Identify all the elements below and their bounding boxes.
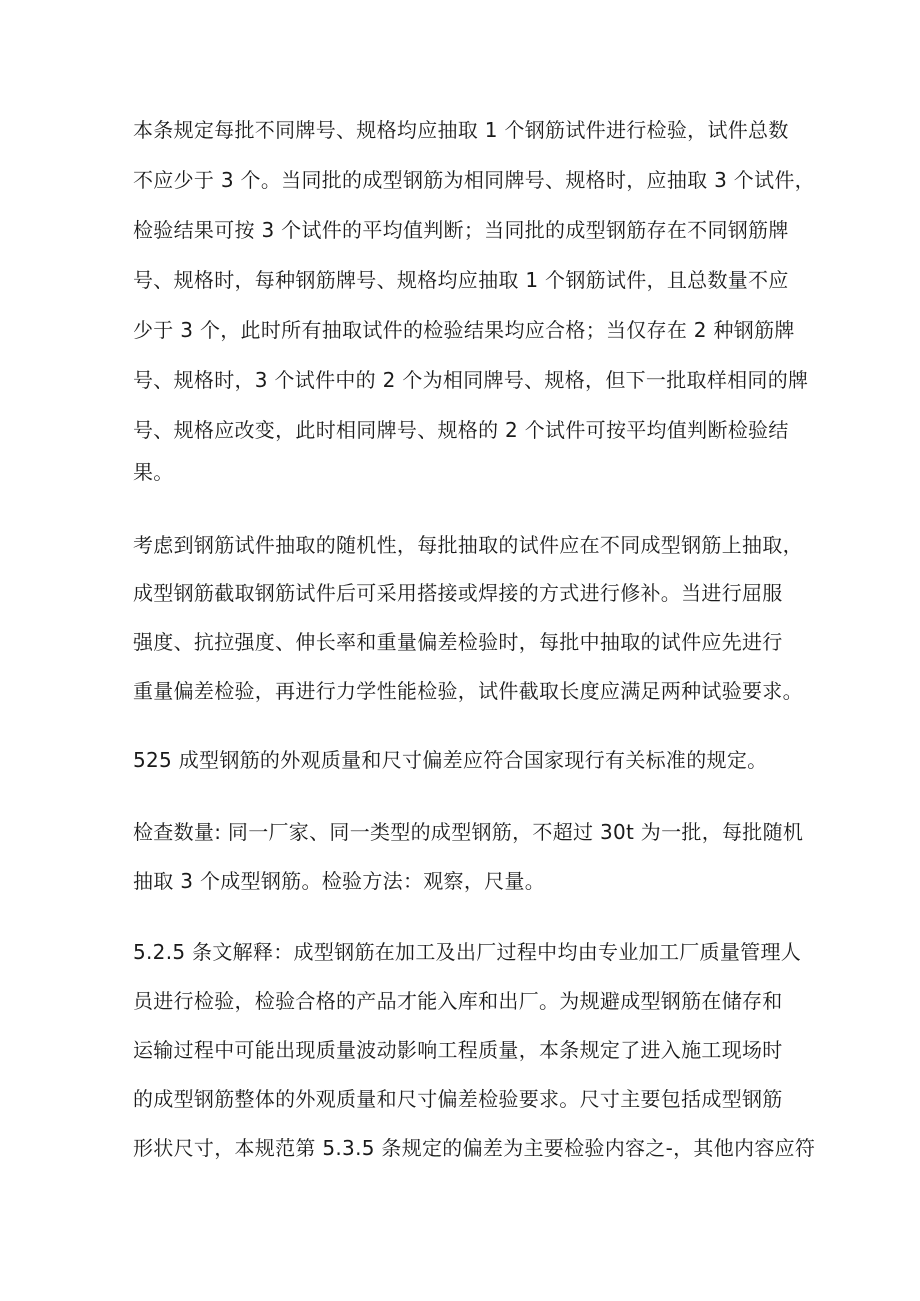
text-line: 少于 3 个，此时所有抽取试件的检验结果均应合格；当仅存在 2 种钢筋牌 [133, 318, 795, 342]
text-line: 成型钢筋截取钢筋试件后可采用搭接或焊接的方式进行修补。当进行屈服 [133, 581, 783, 605]
text-line: 检查数量: 同一厂家、同一类型的成型钢筋，不超过 30t 为一批，每批随机 [133, 820, 804, 844]
text-line: 5.2.5 条文解释：成型钢筋在加工及出厂过程中均由专业加工厂质量管理人 [133, 940, 802, 964]
text-line: 号、规格应改变，此时相同牌号、规格的 2 个试件可按平均值判断检验结 [133, 418, 789, 442]
text-line: 考虑到钢筋试件抽取的随机性，每批抽取的试件应在不同成型钢筋上抽取， [133, 533, 803, 557]
text-line: 的成型钢筋整体的外观质量和尺寸偏差检验要求。尺寸主要包括成型钢筋 [133, 1087, 783, 1111]
text-line: 号、规格时，每种钢筋牌号、规格均应抽取 1 个钢筋试件，且总数量不应 [133, 268, 789, 292]
text-line: 员进行检验，检验合格的产品才能入库和出厂。为规避成型钢筋在储存和 [133, 989, 783, 1013]
text-line: 果。 [133, 460, 174, 484]
text-line: 号、规格时，3 个试件中的 2 个为相同牌号、规格，但下一批取样相同的牌 [133, 368, 809, 392]
text-line: 检验结果可按 3 个试件的平均值判断；当同批的成型钢筋存在不同钢筋牌 [133, 218, 789, 242]
text-line: 运输过程中可能出现质量波动影响工程质量，本条规定了进入施工现场时 [133, 1038, 783, 1062]
text-line: 本条规定每批不同牌号、规格均应抽取 1 个钢筋试件进行检验，试件总数 [133, 118, 789, 142]
text-line: 重量偏差检验，再进行力学性能检验，试件截取长度应满足两种试验要求。 [133, 679, 803, 703]
text-line: 形状尺寸，本规范第 5.3.5 条规定的偏差为主要检验内容之-，其他内容应符 [133, 1136, 816, 1160]
text-line: 抽取 3 个成型钢筋。检验方法：观察，尺量。 [133, 869, 546, 893]
text-line: 不应少于 3 个。当同批的成型钢筋为相同牌号、规格时，应抽取 3 个试件， [133, 168, 815, 192]
text-line: 525 成型钢筋的外观质量和尺寸偏差应符合国家现行有关标准的规定。 [133, 748, 768, 772]
text-line: 强度、抗拉强度、伸长率和重量偏差检验时，每批中抽取的试件应先进行 [133, 630, 783, 654]
